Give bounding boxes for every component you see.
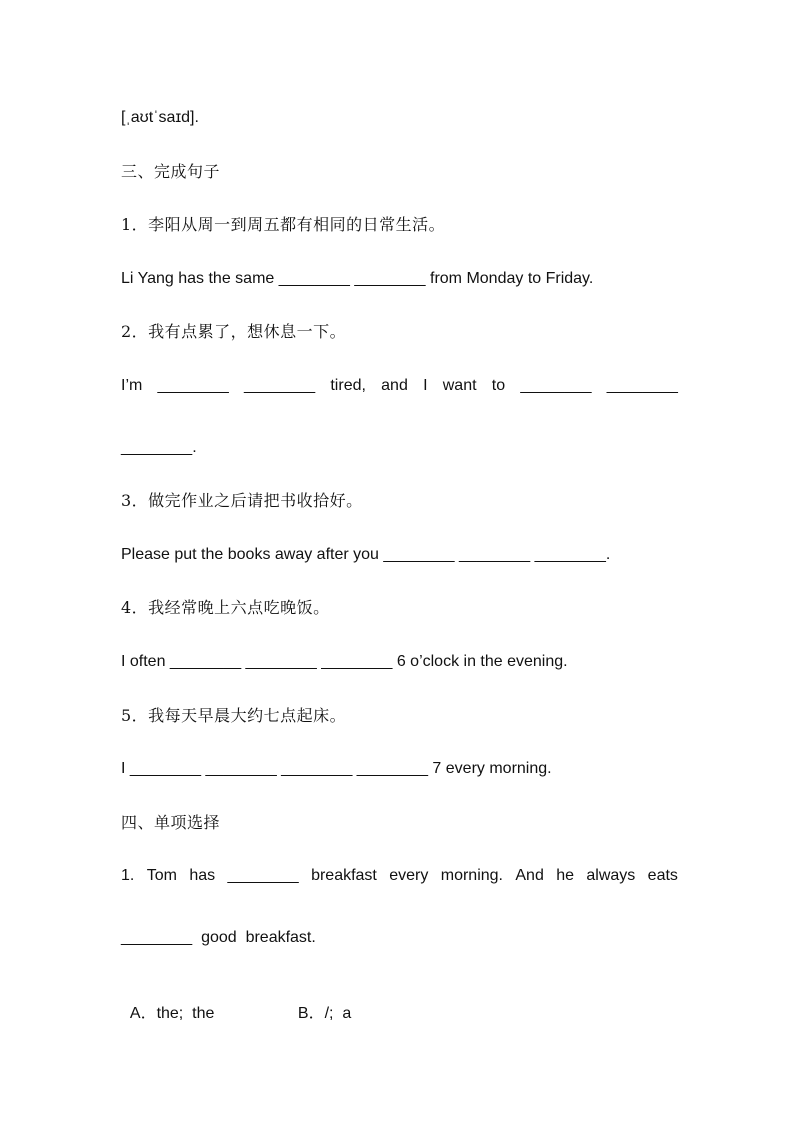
q2-word: I’m [121, 377, 143, 394]
q4-chinese: 4．我经常晚上六点吃晚饭。 [121, 598, 330, 617]
q3-english: Please put the books away after you ________ ________ ________. [121, 546, 611, 563]
mc1-word: has [189, 867, 216, 884]
q2-word: want [442, 377, 477, 394]
q3-chinese: 3．做完作业之后请把书收拾好。 [121, 491, 363, 510]
q2-blank: ________ [243, 377, 316, 394]
mc1-blank: ________ [227, 867, 299, 884]
q2-word: to [491, 377, 506, 394]
q1-chinese: 1．李阳从周一到周五都有相同的日常生活。 [121, 215, 446, 234]
q2-blank: ________ [520, 377, 592, 394]
mc1-word: 1. [121, 867, 135, 884]
mc1-question-continued: ________ good breakfast. [121, 929, 316, 946]
section-3-title: 三、完成句子 [121, 162, 221, 181]
q2-english [121, 375, 678, 397]
mc1-word: always [586, 867, 636, 884]
mc1-word: morning. [440, 867, 503, 884]
q2-word: tired, [330, 377, 366, 394]
q4-english: I often ________ ________ ________ 6 o’clock in the evening. [121, 653, 568, 670]
q2-chinese: 2．我有点累了，想休息一下。 [121, 322, 347, 341]
mc1-word: And [515, 867, 544, 884]
mc1-word: every [389, 867, 429, 884]
mc1-word: breakfast [311, 867, 377, 884]
section-4-title: 四、单项选择 [121, 813, 221, 832]
q1-english: Li Yang has the same ________ ________ from Monday to Friday. [121, 270, 594, 287]
mc1-question [121, 865, 678, 887]
q2-word: and [381, 377, 408, 394]
q2-blank: ________ [606, 377, 678, 394]
q5-chinese: 5．我每天早晨大约七点起床。 [121, 706, 347, 725]
q2-english-continued: ________. [121, 439, 197, 456]
q5-english: I ________ ________ ________ ________ 7 every morning. [121, 760, 552, 777]
mc1-word: he [556, 867, 575, 884]
q2-blank: ________ [157, 377, 229, 394]
mc1-word: Tom [146, 867, 177, 884]
q2-word: I [423, 377, 428, 394]
phonetic-line: [ˌaʊtˈsaɪd]. [121, 109, 199, 126]
option-a: A．the; the [129, 1005, 215, 1022]
mc1-word: eats [647, 867, 678, 884]
option-b: B．/; a [297, 1005, 352, 1022]
mc1-options [121, 981, 351, 1025]
